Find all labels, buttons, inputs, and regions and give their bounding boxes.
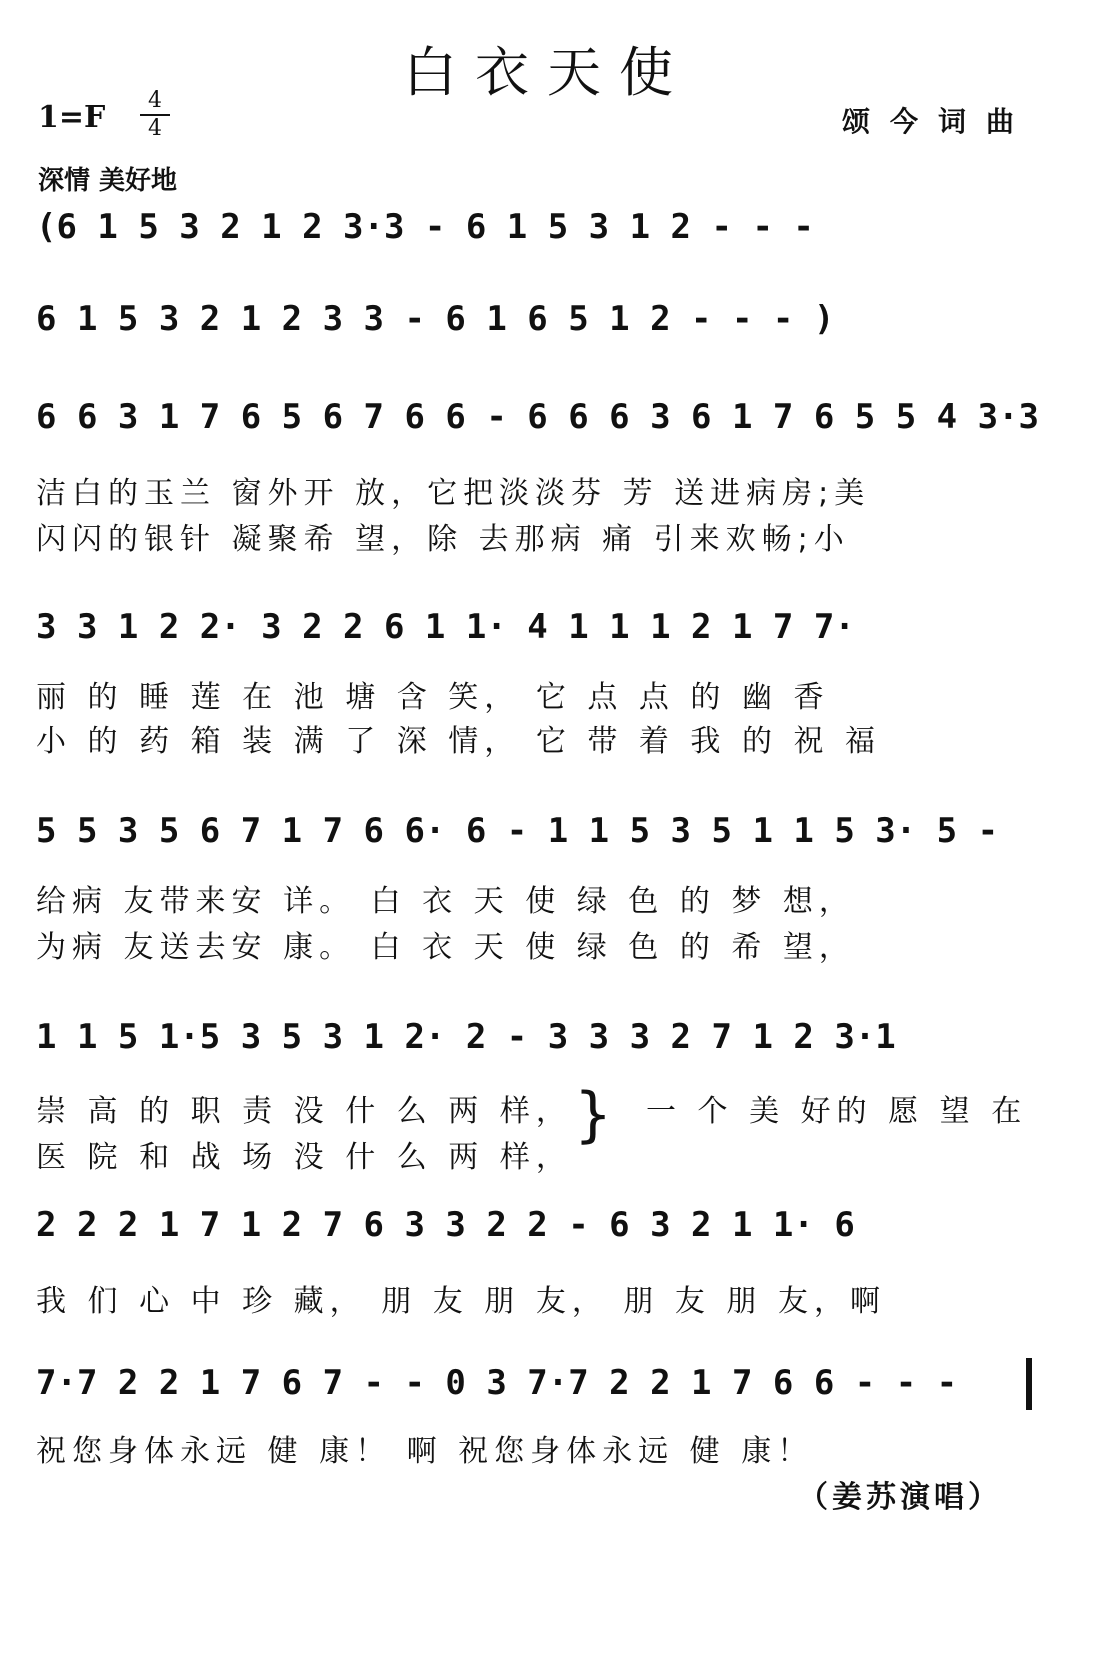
score-notes: 6 1 5 3 2 1 2 3 3 - 6 1 6 5 1 2 - - - ) (36, 299, 835, 339)
lyric-line: 崇 高 的 职 责 没 什 么 两 样， (36, 1094, 572, 1129)
lyric-line: 给病 友带来安 详。 白 衣 天 使 绿 色 的 梦 想， (36, 884, 855, 919)
lyric-line: 闪闪的银针 凝聚希 望，除 去那病 痛 引来欢畅;小 (36, 522, 850, 557)
score-notes: 2 2 2 1 7 1 2 7 6 3 3 2 2 - 6 3 2 1 1· 6 (36, 1205, 855, 1245)
score-line-4 (36, 596, 1056, 658)
tempo-marking: 深情 美好地 (38, 166, 178, 196)
performer-credit: （姜苏演唱） (798, 1480, 1002, 1515)
score-notes: 7·7 2 2 1 7 6 7 - - 0 3 7·7 2 2 1 7 6 6 - - - (36, 1363, 958, 1403)
score-notes: 6 6 3 1 7 6 5 6 7 6 6 - 6 6 6 3 6 1 7 6 5 5 4 3·3 (36, 397, 1040, 437)
score-line-5 (36, 800, 1056, 862)
score-notes: 3 3 1 2 2· 3 2 2 6 1 1· 4 1 1 1 2 1 7 7· (36, 607, 855, 647)
lyric-line: 医 院 和 战 场 没 什 么 两 样， (36, 1140, 572, 1175)
lyric-line: 为病 友送去安 康。 白 衣 天 使 绿 色 的 希 望， (36, 930, 855, 965)
score-line-6 (36, 1006, 1056, 1068)
score-line-2 (36, 288, 1056, 350)
score-notes: 5 5 3 5 6 7 1 7 6 6· 6 - 1 1 5 3 5 1 1 5 3· 5 - (36, 811, 999, 851)
lyric-line: 丽 的 睡 莲 在 池 塘 含 笑， 它 点 点 的 幽 香 (36, 680, 830, 715)
author: 颂今词曲 (841, 105, 1034, 138)
lyric-brace: } (574, 1080, 613, 1150)
final-barline (1026, 1358, 1032, 1410)
time-signature (140, 90, 170, 140)
key-signature: 1=F (38, 100, 106, 135)
score-notes: (6 1 5 3 2 1 2 3·3 - 6 1 5 3 1 2 - - - (36, 207, 814, 247)
score-line-7 (36, 1194, 1056, 1256)
score-notes: 1 1 5 1·5 3 5 3 1 2· 2 - 3 3 3 2 7 1 2 3·1 (36, 1017, 896, 1057)
score-line-1 (36, 196, 1056, 258)
song-title: 白衣天使 (403, 41, 691, 104)
lyric-line: 祝您身体永远 健 康！ 啊 祝您身体永远 健 康！ (36, 1434, 814, 1469)
lyric-line: 小 的 药 箱 装 满 了 深 情， 它 带 着 我 的 祝 福 (36, 724, 882, 759)
time-signature-bottom: 4 (148, 116, 162, 141)
lyric-line: 一 个 美 好的 愿 望 在 (646, 1094, 1028, 1129)
lyric-line: 我 们 心 中 珍 藏， 朋 友 朋 友， 朋 友 朋 友，啊 (36, 1284, 886, 1319)
lyric-line: 洁白的玉兰 窗外开 放，它把淡淡芬 芳 送进病房;美 (36, 476, 871, 511)
time-signature-top: 4 (148, 88, 162, 113)
score-line-3 (36, 386, 1056, 448)
score-line-8 (36, 1352, 1056, 1414)
